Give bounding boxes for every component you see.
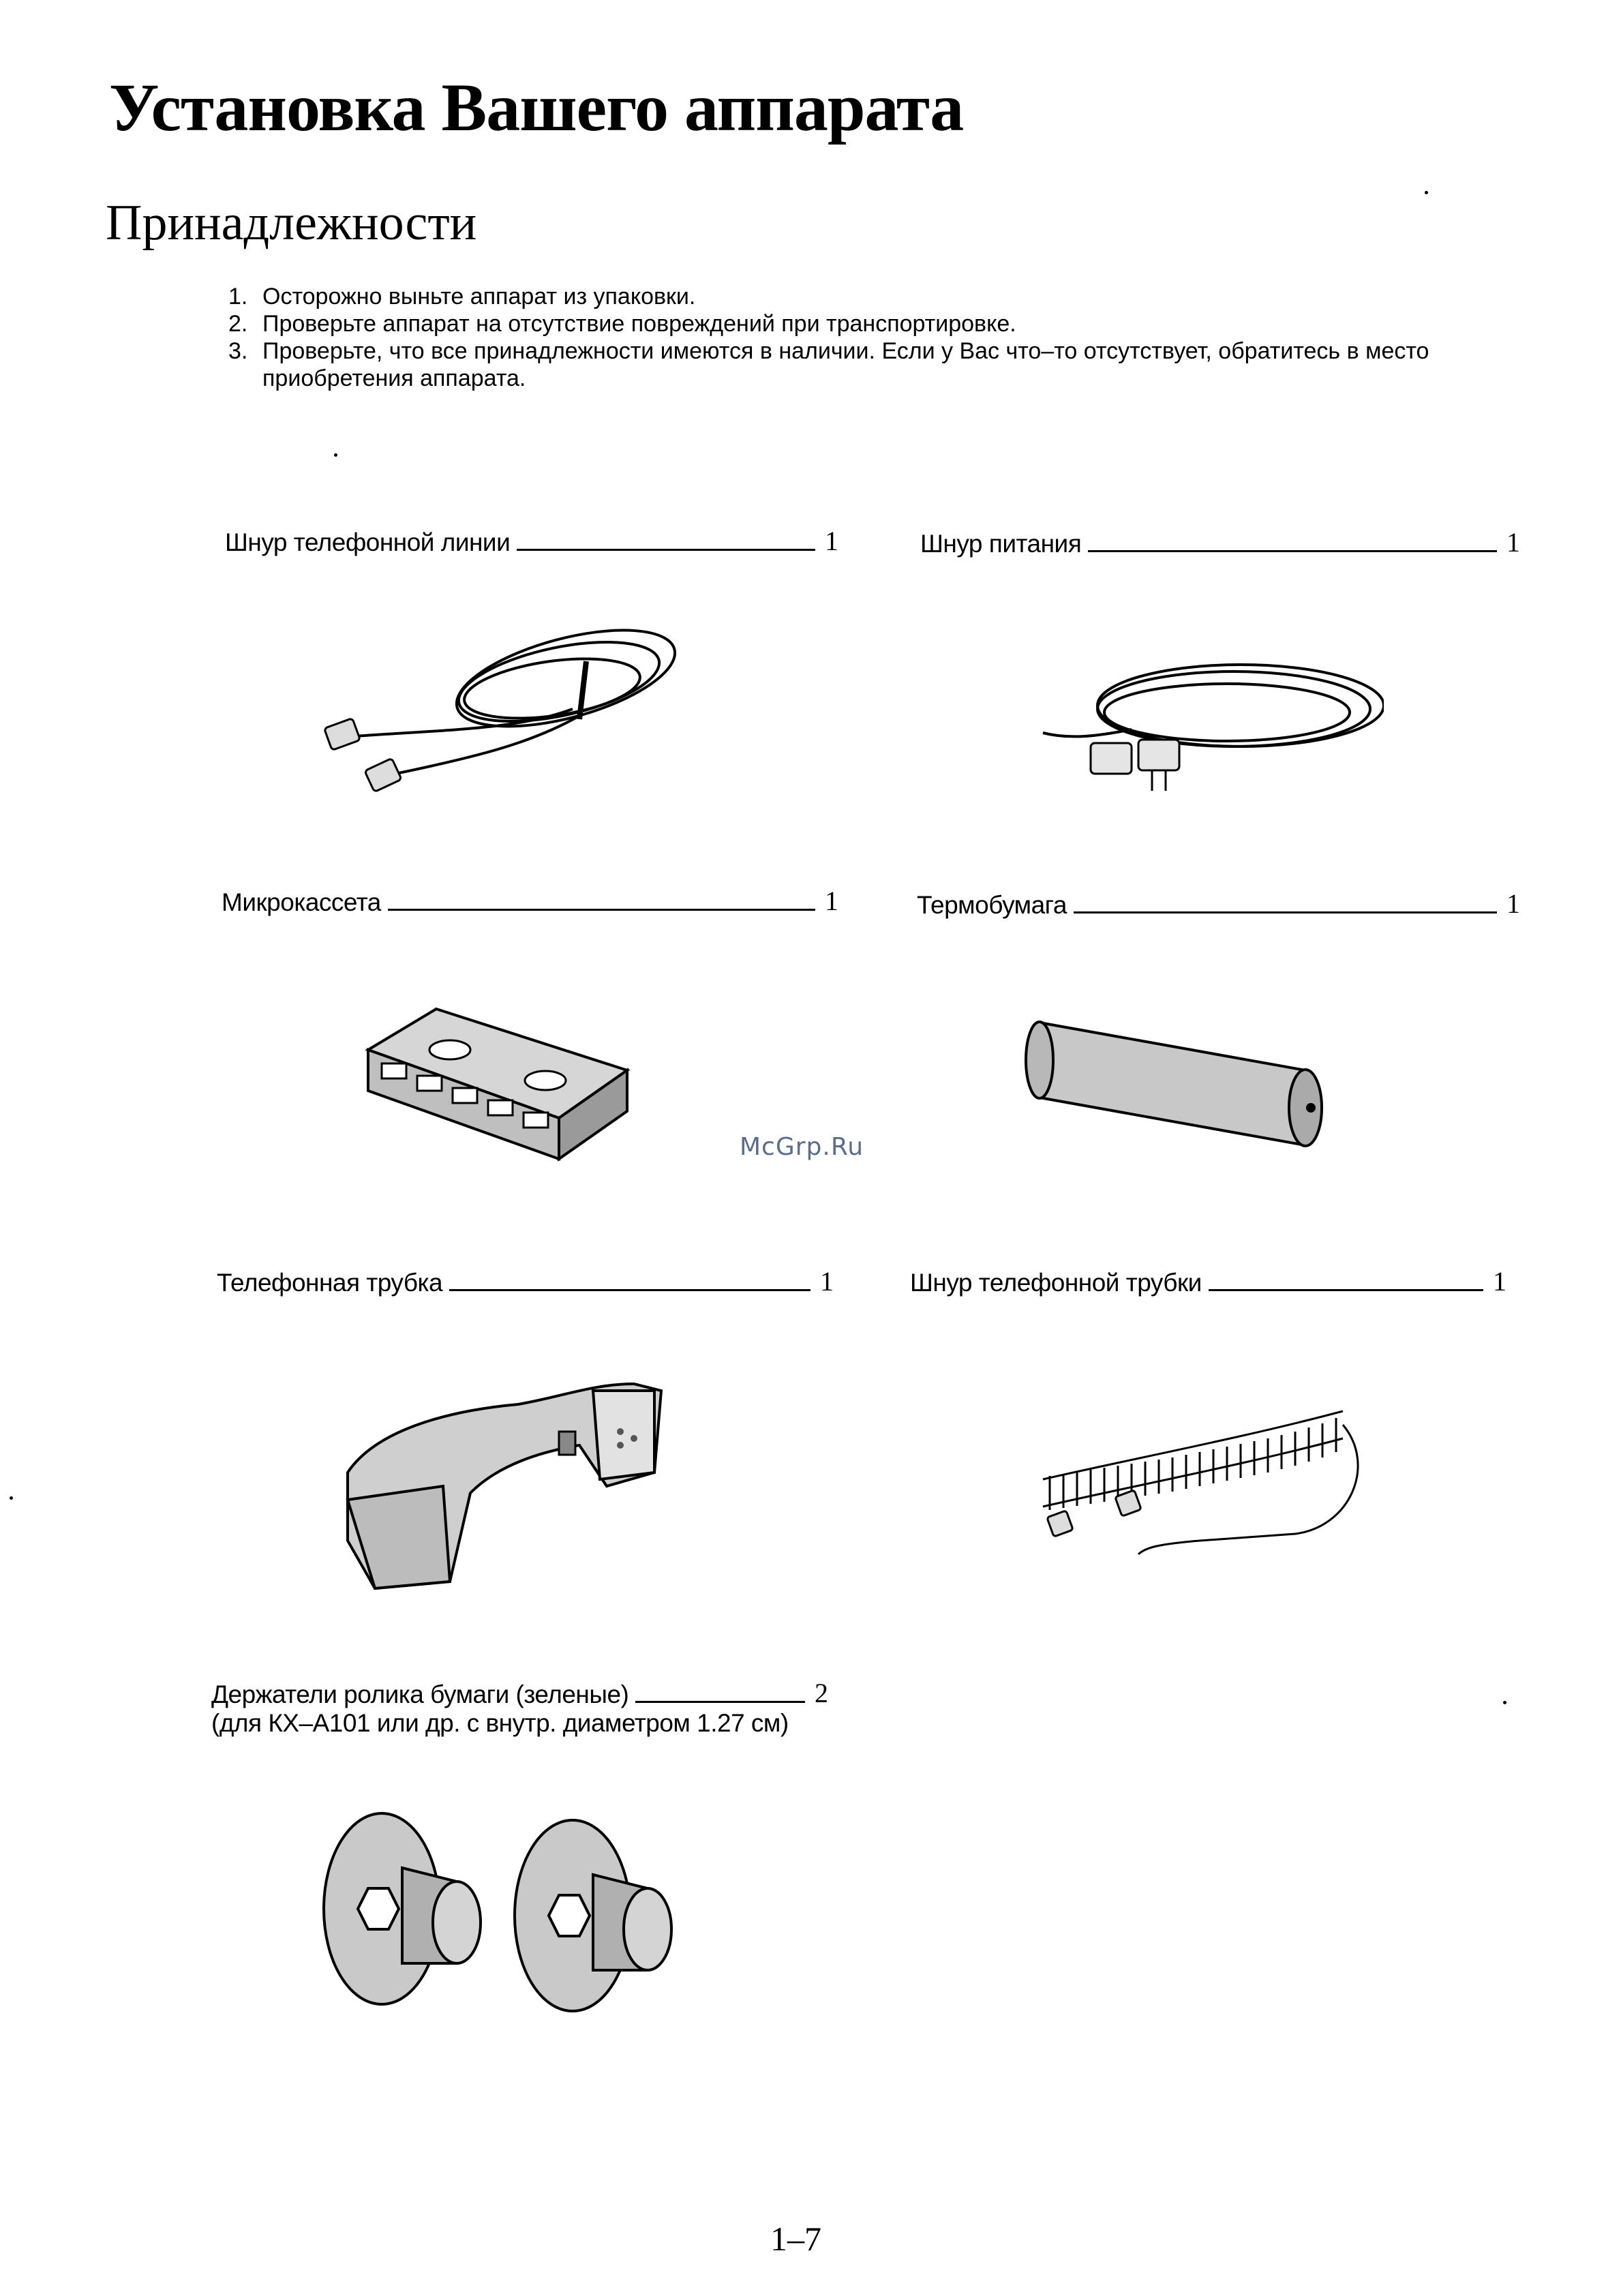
leader-line — [1209, 1289, 1483, 1291]
item-name: Телефонная трубка — [217, 1269, 443, 1297]
handset-cord-icon — [1022, 1370, 1377, 1568]
item-quantity: 1 — [1493, 1266, 1506, 1297]
handset-icon — [334, 1363, 675, 1595]
item-name: Шнур телефонной линии — [225, 528, 511, 556]
power-cord-icon — [1029, 654, 1384, 811]
item-name: Шнур питания — [920, 530, 1082, 558]
item-label-power-cord — [920, 526, 1520, 558]
step-text: Осторожно выньте аппарат из упаковки. — [262, 284, 696, 309]
instruction-steps — [222, 283, 1551, 392]
section-title: Принадлежности — [106, 195, 477, 251]
item-quantity: 1 — [1506, 527, 1520, 558]
item-quantity: 1 — [825, 526, 838, 556]
item-name: Держатели ролика бумаги (зеленые) — [211, 1680, 629, 1708]
item-subtitle: (для КХ–А101 или др. с внутр. диаметром 1.27 см) — [211, 1709, 789, 1737]
item-quantity: 1 — [820, 1266, 834, 1297]
page-title: Установка Вашего аппарата — [109, 70, 964, 145]
item-label-handset-cord — [910, 1265, 1506, 1297]
leader-line — [1088, 550, 1497, 552]
step-text: Проверьте, что все принадлежности имеются в наличии. Если у Вас что–то отсутствует, обратитесь в место приобретения аппарата. — [262, 338, 1429, 391]
paper-roll-holders-icon — [300, 1793, 709, 2018]
item-label-line-cord — [225, 525, 838, 557]
item-quantity: 2 — [815, 1678, 828, 1708]
page-number: 1–7 — [770, 2220, 821, 2258]
telephone-line-cord-icon — [314, 627, 695, 804]
leader-line — [635, 1701, 805, 1703]
item-name: Шнур телефонной трубки — [910, 1269, 1202, 1297]
microcassette-icon — [354, 995, 641, 1179]
step-item — [222, 310, 1551, 337]
item-name: Микрокассета — [222, 888, 381, 916]
item-label-paper-holders — [211, 1677, 828, 1738]
item-label-handset — [217, 1265, 834, 1297]
item-quantity: 1 — [1506, 888, 1520, 919]
step-item — [222, 283, 1551, 310]
item-quantity: 1 — [825, 886, 838, 916]
scan-speck — [1425, 191, 1428, 194]
leader-line — [388, 909, 815, 911]
step-text: Проверьте аппарат на отсутствие повреждений при транспортировке. — [262, 311, 1016, 337]
step-number: 1. — [228, 284, 248, 309]
watermark: McGrp.Ru — [740, 1133, 864, 1161]
step-number: 3. — [228, 338, 248, 364]
scan-speck — [1503, 1701, 1506, 1704]
scan-speck — [334, 453, 337, 457]
thermal-paper-roll-icon — [1019, 1002, 1346, 1166]
item-label-microcassette — [222, 885, 838, 917]
scan-speck — [10, 1496, 13, 1500]
item-name: Термобумага — [917, 891, 1067, 919]
item-label-thermal-paper — [917, 888, 1520, 920]
leader-line — [449, 1289, 810, 1291]
step-number: 2. — [228, 311, 248, 337]
step-item — [222, 337, 1551, 392]
leader-line — [1074, 911, 1497, 913]
leader-line — [517, 549, 815, 551]
